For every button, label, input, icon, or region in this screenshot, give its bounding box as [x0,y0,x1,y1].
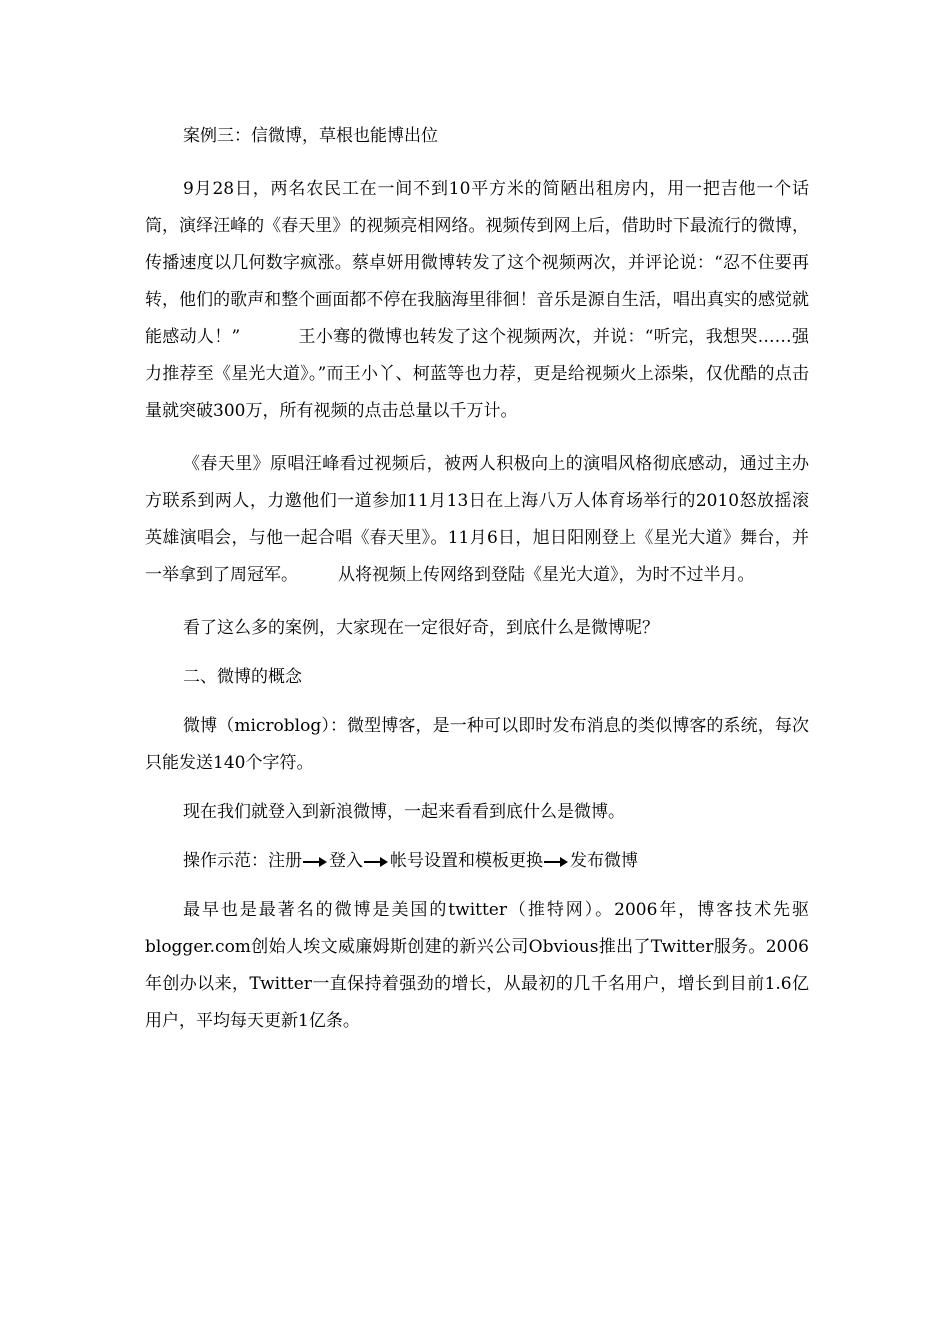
case-three-paragraph-2-part-b: 从将视频上传网络到登陆《星光大道》，为时不过半月。 [338,565,755,585]
twitter-paragraph: 最早也是最著名的微博是美国的twitter（推特网）。2006年，博客技术先驱blogger.com创始人埃文威廉姆斯创建的新兴公司Obvious推出了Twitter服务。2006年创办以来，Twitter一直保持着强劲的增长，从最初的几千名用户，增长到目前1.6亿用户，平均每天更新1亿条。 [145,900,809,1031]
case-three-paragraph-1-part-a: 9月28日，两名农民工在一间不到10平方米的简陋出租房内，用一把吉他一个话筒，演绎汪峰的《春天里》的视频亮相网络。视频传到网上后，借助时下最流行的微博，传播速度以几何数字疯涨。蔡卓妍用微博转发了这个视频两次，并评论说：“忍不住要再转，他们的歌声和整个画面都不停在我脑海里徘徊！音乐是源自生活，唱出真实的感觉就能感动人！” [145,179,809,347]
case-three-paragraph-1 [145,171,809,430]
arrow-right-icon [364,857,388,867]
document-page [145,118,809,1040]
question-paragraph: 看了这么多的案例，大家现在一定很好奇，到底什么是微博呢？ [183,618,659,638]
demo-step-login: 登入 [329,851,363,871]
demo-steps [145,843,809,880]
arrow-right-icon [303,857,327,867]
case-three-paragraph-2-part-a: 《春天里》原唱汪峰看过视频后，被两人积极向上的演唱风格彻底感动，通过主办方联系到两人，力邀他们一道参加11月13日在上海八万人体育场举行的2010怒放摇滚英雄演唱会，与他一起合唱《春天里》。11月6日，旭日阳刚登上《星光大道》舞台，并一举拿到了周冠军。 [145,454,809,585]
case-three-paragraph-2 [145,446,809,594]
demo-step-register: 注册 [268,851,302,871]
sina-login-note: 现在我们就登入到新浪微博，一起来看看到底什么是微博。 [183,802,625,822]
microblog-definition: 微博（microblog）：微型博客，是一种可以即时发布消息的类似博客的系统，每次只能发送140个字符。 [145,716,809,773]
demo-label: 操作示范： [183,851,268,871]
demo-step-settings: 帐号设置和模板更换 [390,851,543,871]
demo-step-publish: 发布微博 [570,851,638,871]
arrow-right-icon [544,857,568,867]
section-two-heading: 二、微博的概念 [183,667,302,687]
case-three-heading: 案例三：信微博，草根也能博出位 [183,126,438,146]
case-three-paragraph-1-part-b: 王小骞的微博也转发了这个视频两次，并说：“听完，我想哭……强力推荐至《星光大道》。”而王小丫、柯蓝等也力荐，更是给视频火上添柴，仅优酷的点击量就突破300万，所有视频的点击总量以千万计。 [145,327,809,421]
